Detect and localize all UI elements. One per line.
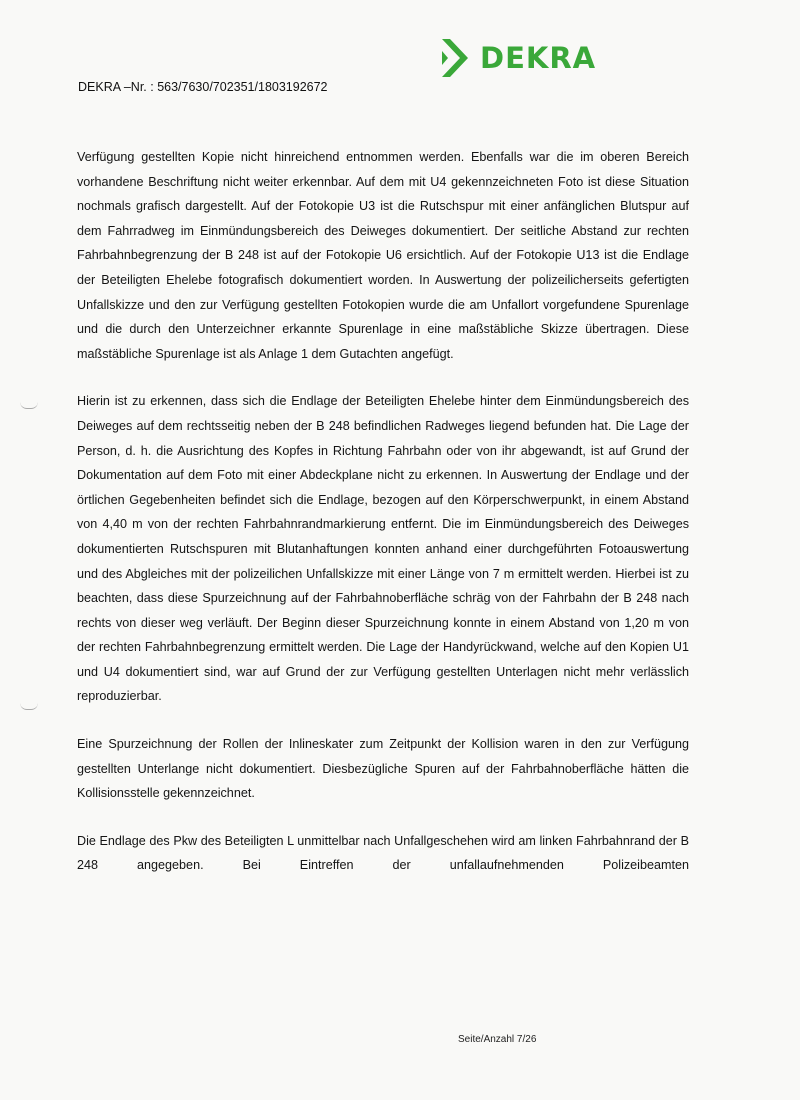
document-number: DEKRA –Nr. : 563/7630/702351/1803192672 — [78, 80, 328, 94]
punch-mark — [20, 402, 38, 409]
page-number: Seite/Anzahl 7/26 — [458, 1034, 537, 1045]
body-text — [77, 145, 689, 878]
punch-mark — [20, 703, 38, 710]
paragraph-4: Die Endlage des Pkw des Beteiligten L unmittelbar nach Unfallgeschehen wird am linken Fahrbahnrand der B 248 angegeben. Bei Eintreffen der unfallaufnehmenden Polizeibeamten — [77, 833, 689, 873]
paragraph-2: Hierin ist zu erkennen, dass sich die Endlage der Beteiligten Ehelebe hinter dem Einmündungsbereich des Deiweges auf dem rechtsseitig neben der B 248 befindlichen Radweges liegend befunden hat. Die Lage der Person, d. h. die Ausrichtung des Kopfes in Richtung Fahrbahn oder von ihr abgewandt, ist auf Grund der Dokumentation auf dem Foto mit einer Abdeckplane nicht zu erkennen. In Auswertung der Endlage und der örtlichen Gegebenheiten befindet sich die Endlage, bezogen auf den Körperschwerpunkt, in einem Abstand von 4,40 m von der rechten Fahrbahnrandmarkierung entfernt. Die im Einmündungsbereich des Deiweges dokumentierten Rutschspuren mit Blutanhaftungen konnten anhand einer durchgeführten Fotoauswertung und des Abgleiches mit der polizeilichen Unfallskizze mit einer Länge von 7 m ermittelt werden. Hierbei ist zu beachten, dass diese Spurzeichnung auf der Fahrbahnoberfläche schräg von der Fahrbahn der B 248 nach rechts von dieser weg verläuft. Der Beginn dieser Spurzeichnung konnte in einem Abstand von 1,20 m von der rechten Fahrbahnbegrenzung ermittelt werden. Die Lage der Handyrückwand, welche auf den Kopien U1 und U4 dokumentiert sind, war auf Grund der zur Verfügung gestellten Unterlagen nicht mehr verlässlich reproduzierbar. — [77, 394, 689, 704]
dekra-logo-icon — [440, 39, 470, 77]
dekra-logo — [440, 38, 596, 78]
paragraph-3: Eine Spurzeichnung der Rollen der Inlineskater zum Zeitpunkt der Kollision waren in den zur Verfügung gestellten Unterlange nicht dokumentiert. Diesbezügliche Spuren auf der Fahrbahnoberfläche hätten die Kollisionsstelle gekennzeichnet. — [77, 737, 689, 801]
paragraph-1: Verfügung gestellten Kopie nicht hinreichend entnommen werden. Ebenfalls war die im oberen Bereich vorhandene Beschriftung nicht weiter erkennbar. Auf dem mit U4 gekennzeichneten Foto ist diese Situation nochmals grafisch dargestellt. Auf der Fotokopie U3 ist die Rutschspur mit einer anfänglichen Blutspur auf dem Fahrradweg im Einmündungsbereich des Deiweges dokumentiert. Der seitliche Abstand zur rechten Fahrbahnbegrenzung der B 248 ist auf der Fotokopie U6 ersichtlich. Auf der Fotokopie U13 ist die Endlage der Beteiligten Ehelebe fotografisch dokumentiert worden. In Auswertung der polizeilicherseits gefertigten Unfallskizze und den zur Verfügung gestellten Fotokopien wurde die am Unfallort vorgefundene Spurenlage und die durch den Unterzeichner erkannte Spurenlage in eine maßstäbliche Skizze übertragen. Diese maßstäbliche Spurenlage ist als Anlage 1 dem Gutachten angefügt. — [77, 150, 689, 361]
logo-text: DEKRA — [480, 41, 597, 75]
